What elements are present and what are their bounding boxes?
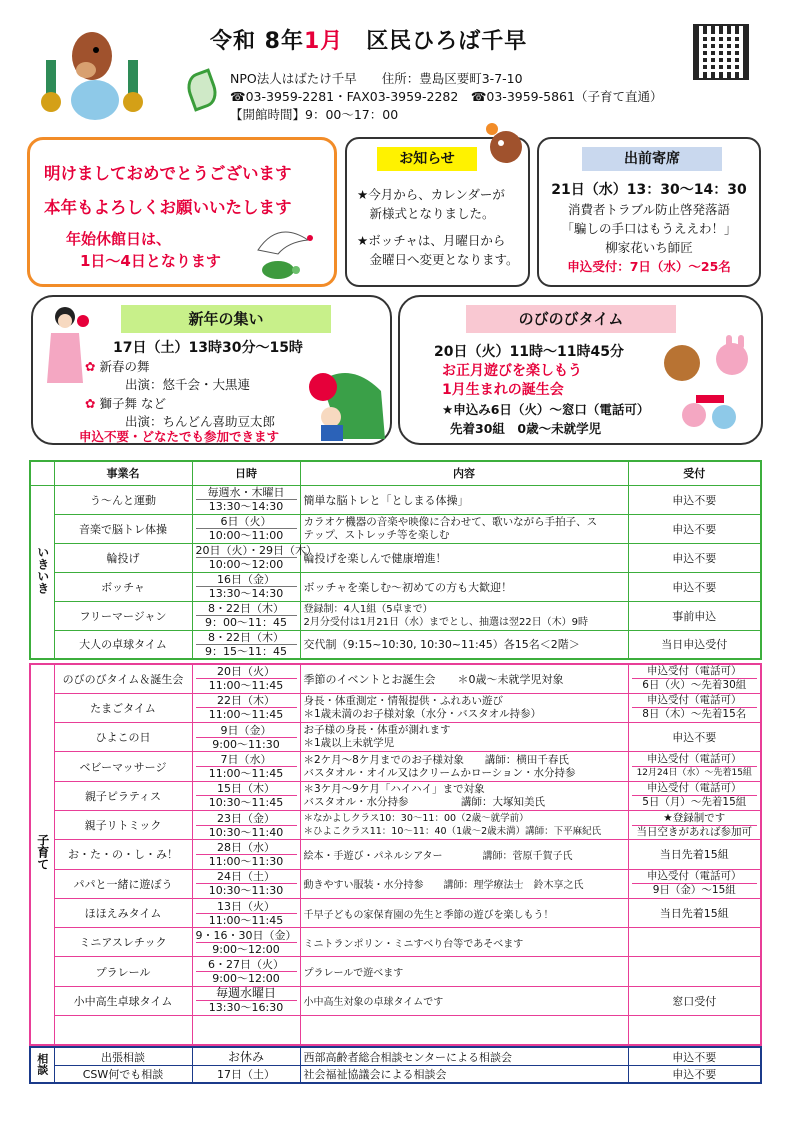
table-row: フリーマージャン 8・22日（木） 9：00～11：45 登録制：4人1組（5卓まで） 2月分受付は1月21日（水）までとし、抽選は翌22日（木）9時 事前申込 [30, 601, 761, 630]
greeting-line-2: 本年もよろしくお願いいたします [44, 198, 292, 217]
horse-new-year-illustration [40, 20, 145, 125]
play-time-body: 20日（火）11時～11時45分 お正月遊びを楽しもう 1月生まれの誕生会 ★申込み6日（火）～窓口（電話可） 先着30組 0歳～未就学児 [434, 344, 650, 436]
dancer-illustration [41, 303, 89, 387]
table-row: 音楽で脳トレ体操 6日（火） 10:00～11:00 カラオケ機器の音楽や映像に合わせて、歌いながら手拍子、ス テップ、ストレッチ等を楽しむ 申込不要 [30, 514, 761, 543]
table-row-empty [30, 1016, 761, 1045]
table-row: ひよこの日 9日（金） 9:00～11:30 お子様の身長・体重が測れます ＊1歳以上未就学児 申込不要 [30, 723, 761, 752]
leaf-logo-icon [183, 68, 222, 111]
gathering-heading: 新年の集い [121, 305, 331, 333]
notice-body: ★今月から、カレンダーが 新様式となりました。 ★ボッチャは、月曜日から 金曜日へ変更となります。 [357, 187, 519, 267]
new-year-gathering-box [31, 295, 392, 445]
table-row: いきいき う～んと運動 毎週水・木曜日 13:30～14:30 簡単な脳トレと「としまる体操」 申込不要 [30, 485, 761, 514]
lion-dance-icon [482, 121, 530, 169]
closed-days: 年始休館日は、 1日～4日となります [66, 230, 221, 270]
play-time-heading: のびのびタイム [466, 305, 676, 333]
group-label-soudan: 相談 [30, 1047, 54, 1083]
rakugo-body: 21日（水）13：30～14：30 消費者トラブル防止啓発落語 「騙しの手口はもうええわ！」 柳家花いち師匠 申込受付：7日（水）～25名 [551, 182, 747, 274]
page-title: 令和 8年1月 区民ひろば千早 [210, 29, 528, 54]
table-row: 子育て のびのびタイム＆誕生会 20日（火） 11:00～11:45 季節のイベントとお誕生会 ＊0歳～未就学児対象 申込受付（電話可） 6日（火）～先着30組 [30, 664, 761, 693]
org-info [230, 70, 662, 124]
table-row: 親子ピラティス 15日（木） 10:30～11:45 ＊3ケ月～9ケ月「ハイハイ」まで対象 バスタオル・水分持参 講師：大塚知美氏 申込受付（電話可） 5日（月）～先着15組 [30, 781, 761, 810]
animal-characters-illustration [656, 335, 760, 439]
org-phone: ☎03-3959-2281・FAX03-3959-2282 ☎03-3959-5861（子育て直通） [230, 89, 663, 104]
table-row: ミニアスレチック 9・16・30日（金） 9:00～12:00 ミニトランポリン・ミニすべり台等であそべます [30, 928, 761, 957]
table-row: パパと一緒に遊ぼう 24日（土） 10:30～11:30 動きやすい服装・水分持参 講師：理学療法士 鈴木享之氏 申込受付（電話可） 9日（金）～15組 [30, 869, 761, 898]
table-row: ボッチャ 16日（金） 13:30～14:30 ボッチャを楽しむ～初めての方も大歓迎！ 申込不要 [30, 572, 761, 601]
table-row: ベビーマッサージ 7日（水） 11:00～11:45 ＊2ケ月～8ケ月までのお子様対象 講師：横田千春氏 バスタオル・オイル又はクリームかローション・水分持参 申込受付（電話可） 12月24日（水）～先着15組 [30, 752, 761, 781]
table-row: プラレール 6・27日（火） 9:00～12:00 プラレールで遊べます [30, 957, 761, 986]
header-accept: 受付 [628, 461, 761, 485]
header-name: 事業名 [54, 461, 192, 485]
header-date: 日時 [192, 461, 300, 485]
senior-activities-table [29, 460, 762, 660]
table-row: 相談 出張相談 お休み 西部高齢者総合相談センターによる相談会 申込不要 [30, 1047, 761, 1066]
table-row: たまごタイム 22日（木） 11:00～11:45 身長・体重測定・情報提供・ふれあい遊び ＊1歳未満のお子様対象（水分・バスタオル持参） 申込受付（電話可） 8日（木）～先着15名 [30, 693, 761, 722]
rakugo-heading: 出前寄席 [582, 147, 722, 171]
lion-dancer-illustration [301, 361, 389, 443]
flower-icon: ✿ [85, 395, 96, 411]
table-row: 小中高生卓球タイム 毎週水曜日 13:30～16:30 小中高生対象の卓球タイムです 窓口受付 [30, 986, 761, 1015]
rakugo-event-box [537, 137, 761, 287]
org-address: NPO法人はばたけ千早 住所：豊島区要町3-7-10 [230, 71, 523, 86]
crane-turtle-illustration [248, 220, 330, 282]
qr-code[interactable] [693, 24, 749, 80]
group-label-ikiiki: いきいき [30, 485, 54, 659]
new-year-greeting-box [27, 137, 337, 287]
table-row: お・た・の・し・み！ 28日（水） 11:00～11:30 絵本・手遊び・パネルシアター 講師：菅原千賀子氏 当日先着15組 [30, 840, 761, 869]
consultation-table [29, 1046, 762, 1084]
header-content: 内容 [300, 461, 628, 485]
table-row: CSW何でも相談 17日（土） 社会福祉協議会による相談会 申込不要 [30, 1066, 761, 1084]
opening-hours: 【開館時間】9：00～17：00 [230, 107, 399, 122]
notice-heading: お知らせ [377, 147, 477, 171]
play-time-box [398, 295, 763, 445]
gathering-note: 申込不要・どなたでも参加できます [79, 429, 280, 444]
notice-box [345, 137, 530, 287]
gathering-body: 17日（土）13時30分～15時 ✿ 新春の舞 出演：悠千会・大黒連 ✿ 獅子舞 など 出演：ちんどん喜助豆太郎 [85, 340, 303, 430]
table-row: 輪投げ 20日（火）・29日（木） 10:00～12:00 輪投げを楽しんで健康増進！ 申込不要 [30, 543, 761, 572]
table-row: ほほえみタイム 13日（火） 11:00～11:45 千早子どもの家保育園の先生と季節の遊びを楽しもう！ 当日先着15組 [30, 898, 761, 927]
childcare-activities-table [29, 663, 762, 1046]
table-header-row [30, 461, 761, 485]
greeting-line-1: 明けましておめでとうございます [44, 164, 292, 183]
table-row: 親子リトミック 23日（金） 10:30～11:40 ＊なかよしクラス10：30～11：00（2歳～就学前） ＊ひよこクラス11：10～11：40（1歳～2歳未満）講師：下平麻紀氏 ★登録制です 当日空きがあれば参加可 [30, 810, 761, 839]
table-row: 大人の卓球タイム 8・22日（木） 9：15～11：45 交代制（9:15~10:30, 10:30~11:45）各15名＜2階＞ 当日申込受付 [30, 630, 761, 659]
group-label-kosodate: 子育て [30, 664, 54, 1045]
flower-icon: ✿ [85, 358, 96, 374]
